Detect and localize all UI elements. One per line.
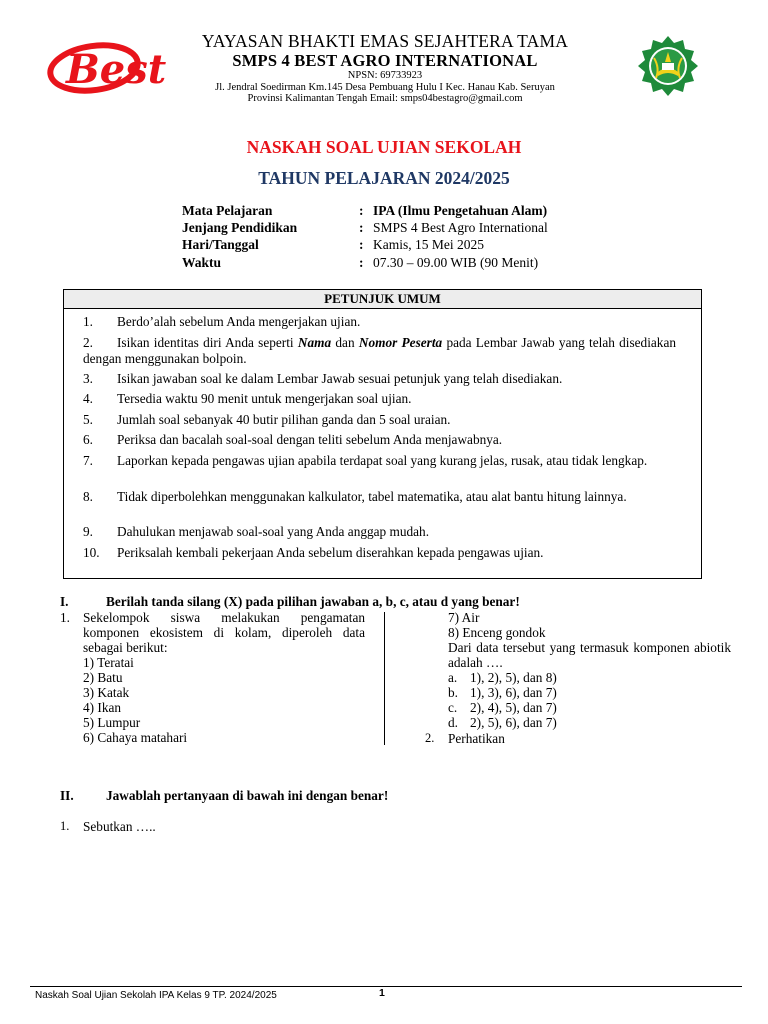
section-2-number: II. bbox=[60, 788, 74, 803]
option-letter: c. bbox=[448, 700, 458, 715]
instruction-item bbox=[83, 432, 676, 448]
instruction-text: Periksa dan bacalah soal-soal dengan teliti sebelum Anda menjawabnya. bbox=[117, 432, 503, 447]
school-name: SMPS 4 BEST AGRO INTERNATIONAL bbox=[232, 51, 538, 70]
answer-option-a[interactable] bbox=[448, 670, 648, 685]
section-1-heading: Berilah tanda silang (X) pada pilihan jawaban a, b, c, atau d yang benar! bbox=[106, 594, 520, 609]
instruction-text: Berdo’alah sebelum Anda mengerjakan ujian. bbox=[117, 314, 361, 329]
instruction-text: Jumlah soal sebanyak 40 butir pilihan ganda dan 5 soal uraian. bbox=[117, 412, 451, 427]
instruction-number: 5. bbox=[83, 412, 93, 427]
school-address: Jl. Jendral Soedirman Km.145 Desa Pembuang Hulu I Kec. Hanau Kab. Seruyan bbox=[215, 82, 555, 93]
info-value: 07.30 – 09.00 WIB (90 Menit) bbox=[373, 255, 539, 270]
option-letter: a. bbox=[448, 670, 458, 685]
instruction-number: 8. bbox=[83, 489, 93, 504]
info-value: Kamis, 15 Mei 2025 bbox=[373, 237, 484, 252]
field-name-nomor-peserta: Nomor Peserta bbox=[358, 335, 443, 350]
question-1-data-list bbox=[83, 655, 187, 745]
general-instructions-box bbox=[63, 289, 702, 579]
school-seal-icon bbox=[636, 34, 700, 98]
academic-year: TAHUN PELAJARAN 2024/2025 bbox=[258, 168, 510, 188]
instructions-heading: PETUNJUK UMUM bbox=[64, 290, 701, 309]
instruction-item bbox=[83, 453, 676, 469]
data-item: 7) Air bbox=[448, 610, 480, 625]
instruction-item bbox=[83, 412, 676, 428]
school-province-email: Provinsi Kalimantan Tengah Email: smps04bestagro@gmail.com bbox=[247, 93, 523, 104]
data-item: 5) Lumpur bbox=[83, 715, 141, 730]
section-2-heading: Jawablah pertanyaan di bawah ini dengan benar! bbox=[106, 788, 389, 803]
instruction-text: Dahulukan menjawab soal-soal yang Anda anggap mudah. bbox=[117, 524, 430, 539]
footer-divider bbox=[30, 986, 742, 987]
instruction-number: 3. bbox=[83, 371, 93, 386]
instruction-text: Tersedia waktu 90 menit untuk mengerjakan soal ujian. bbox=[117, 391, 412, 406]
footer-text: Naskah Soal Ujian Sekolah IPA Kelas 9 TP. 2024/2025 bbox=[35, 990, 277, 1001]
data-item: 8) Enceng gondok bbox=[448, 625, 546, 640]
page-number: 1 bbox=[379, 987, 385, 999]
info-label: Mata Pelajaran bbox=[182, 203, 273, 218]
instruction-item bbox=[83, 524, 676, 540]
question-1-data-list-continued bbox=[448, 610, 546, 640]
option-text: 1), 3), 6), dan 7) bbox=[470, 685, 557, 700]
option-text: 2), 5), 6), dan 7) bbox=[470, 715, 557, 730]
option-letter: b. bbox=[448, 685, 458, 700]
answer-option-b[interactable] bbox=[448, 685, 648, 700]
info-value: SMPS 4 Best Agro International bbox=[373, 220, 548, 235]
instruction-text: Periksalah kembali pekerjaan Anda sebelum diserahkan kepada pengawas ujian. bbox=[117, 545, 544, 560]
answer-option-c[interactable] bbox=[448, 700, 648, 715]
data-item: 1) Teratai bbox=[83, 655, 134, 670]
instruction-item bbox=[83, 314, 676, 330]
instruction-number: 4. bbox=[83, 391, 93, 406]
section-1-number: I. bbox=[60, 594, 69, 609]
instruction-text: Tidak diperbolehkan menggunakan kalkulator, tabel matematika, atau alat bantu hitung lainnya. bbox=[117, 489, 627, 504]
instruction-number: 10. bbox=[83, 545, 100, 560]
info-value: IPA (Ilmu Pengetahuan Alam) bbox=[373, 203, 548, 218]
instruction-item bbox=[83, 489, 676, 505]
instruction-item bbox=[83, 391, 676, 407]
instruction-number: 7. bbox=[83, 453, 93, 468]
question-2-number: 2. bbox=[425, 731, 435, 745]
instruction-text: Isikan jawaban soal ke dalam Lembar Jawab sesuai petunjuk yang telah disediakan. bbox=[117, 371, 563, 386]
data-item: 2) Batu bbox=[83, 670, 123, 685]
best-logo bbox=[46, 36, 172, 100]
option-text: 1), 2), 5), dan 8) bbox=[470, 670, 557, 685]
instruction-number: 6. bbox=[83, 432, 93, 447]
npsn: NPSN: 69733923 bbox=[347, 70, 423, 81]
info-colon: : bbox=[359, 255, 364, 270]
instruction-item bbox=[83, 371, 676, 387]
option-text: 2), 4), 5), dan 7) bbox=[470, 700, 557, 715]
data-item: 3) Katak bbox=[83, 685, 130, 700]
data-item: 4) Ikan bbox=[83, 700, 122, 715]
question-1-options bbox=[448, 670, 648, 730]
data-item: 6) Cahaya matahari bbox=[83, 730, 188, 745]
instruction-number: 2. bbox=[83, 335, 93, 350]
question-2-text: Perhatikan bbox=[448, 731, 505, 746]
question-1-prompt: Dari data tersebut yang termasuk komponen abiotik adalah …. bbox=[448, 640, 731, 670]
info-label: Jenjang Pendidikan bbox=[182, 220, 298, 235]
info-colon: : bbox=[359, 237, 364, 252]
logo-wordmark: Best bbox=[66, 46, 167, 93]
info-colon: : bbox=[359, 220, 364, 235]
instruction-number: 1. bbox=[83, 314, 93, 329]
instruction-item bbox=[83, 545, 676, 561]
essay-1-text: Sebutkan ….. bbox=[83, 819, 156, 834]
info-colon: : bbox=[359, 203, 364, 218]
instruction-number: 9. bbox=[83, 524, 93, 539]
column-divider bbox=[384, 612, 385, 745]
question-1-stem: Sekelompok siswa melakukan pengamatan komponen ekosistem di kolam, diperoleh data sebagai berikut: bbox=[83, 610, 365, 655]
essay-1-number: 1. bbox=[60, 819, 70, 833]
instruction-text: Isikan identitas diri Anda seperti Nama dan Nomor Peserta pada Lembar Jawab yang telah disediakan dengan menggunakan bolpoin. bbox=[83, 335, 677, 366]
exam-title: NASKAH SOAL UJIAN SEKOLAH bbox=[246, 137, 522, 157]
info-label: Waktu bbox=[182, 255, 222, 270]
instruction-item bbox=[83, 335, 676, 366]
info-label: Hari/Tanggal bbox=[182, 237, 259, 252]
instruction-text: Laporkan kepada pengawas ujian apabila terdapat soal yang kurang jelas, rusak, atau tidak lengkap. bbox=[117, 453, 648, 468]
answer-option-d[interactable] bbox=[448, 715, 648, 730]
option-letter: d. bbox=[448, 715, 458, 730]
foundation-name: YAYASAN BHAKTI EMAS SEJAHTERA TAMA bbox=[201, 31, 569, 51]
field-name-nama: Nama bbox=[297, 335, 332, 350]
question-1-number: 1. bbox=[60, 610, 70, 625]
